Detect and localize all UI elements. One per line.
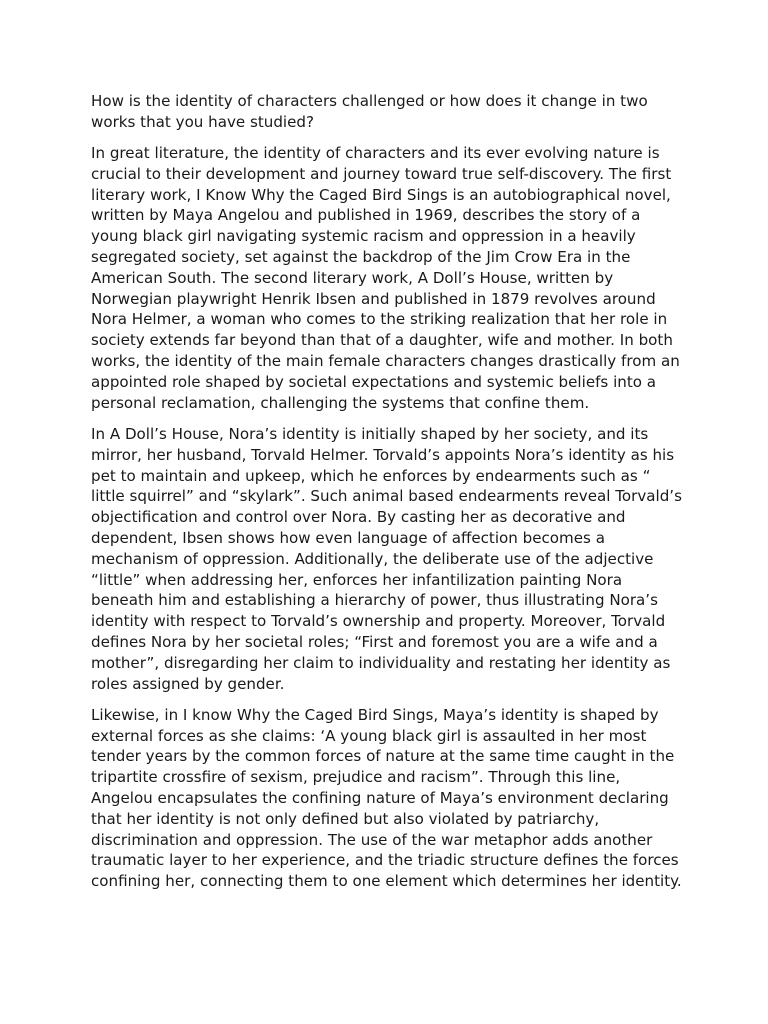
paragraph-dolls-house: In A Doll’s House, Nora’s identity is initially shaped by her society, and its mirror, her husband, Torvald Helmer. Torvald’s appoints Nora’s identity as his pet to maintain and upkeep, which he enforces by endearments such as “ little squirrel” and “skylark”. Such animal based endearments reveal Torvald’s objectification and control over Nora. By casting her as decorative and dependent, Ibsen shows how even language of affection becomes a mechanism of oppression. Additionally, the deliberate use of the adjective “little” when addressing her, enforces her infantilization painting Nora beneath him and establishing a hierarchy of power, thus illustrating Nora’s identity with respect to Torvald’s ownership and property. Moreover, Torvald defines Nora by her societal roles; “First and foremost you are a wife and a mother”, disregarding her claim to individuality and restating her identity as roles assigned by gender.	[91, 424, 682, 693]
document-page	[91, 91, 683, 902]
essay-question: How is the identity of characters challenged or how does it change in two works that you have studied?	[91, 92, 648, 131]
paragraph-caged-bird: Likewise, in I know Why the Caged Bird Sings, Maya’s identity is shaped by external forces as she claims: ‘A young black girl is assaulted in her most tender years by the common forces of nature at the same time caught in the tripartite crossfire of sexism, prejudice and racism”. Through this line, Angelou encapsulates the confining nature of Maya’s environment declaring that her identity is not only defined but also violated by patriarchy, discrimination and oppression. The use of the war metaphor adds another traumatic layer to her experience, and the triadic structure defines the forces confining her, connecting them to one element which determines her identity.	[91, 705, 682, 891]
paragraph-introduction: In great literature, the identity of characters and its ever evolving nature is crucial to their development and journey toward true self-discovery. The first literary work, I Know Why the Caged Bird Sings is an autobiographical novel, written by Maya Angelou and published in 1969, describes the story of a young black girl navigating systemic racism and oppression in a heavily segregated society, set against the backdrop of the Jim Crow Era in the American South. The second literary work, A Doll’s House, written by Norwegian playwright Henrik Ibsen and published in 1879 revolves around Nora Helmer, a woman who comes to the striking realization that her role in society extends far beyond than that of a daughter, wife and mother. In both works, the identity of the main female characters changes drastically from an appointed role shaped by societal expectations and systemic beliefs into a personal reclamation, challenging the systems that confine them.	[91, 144, 680, 412]
